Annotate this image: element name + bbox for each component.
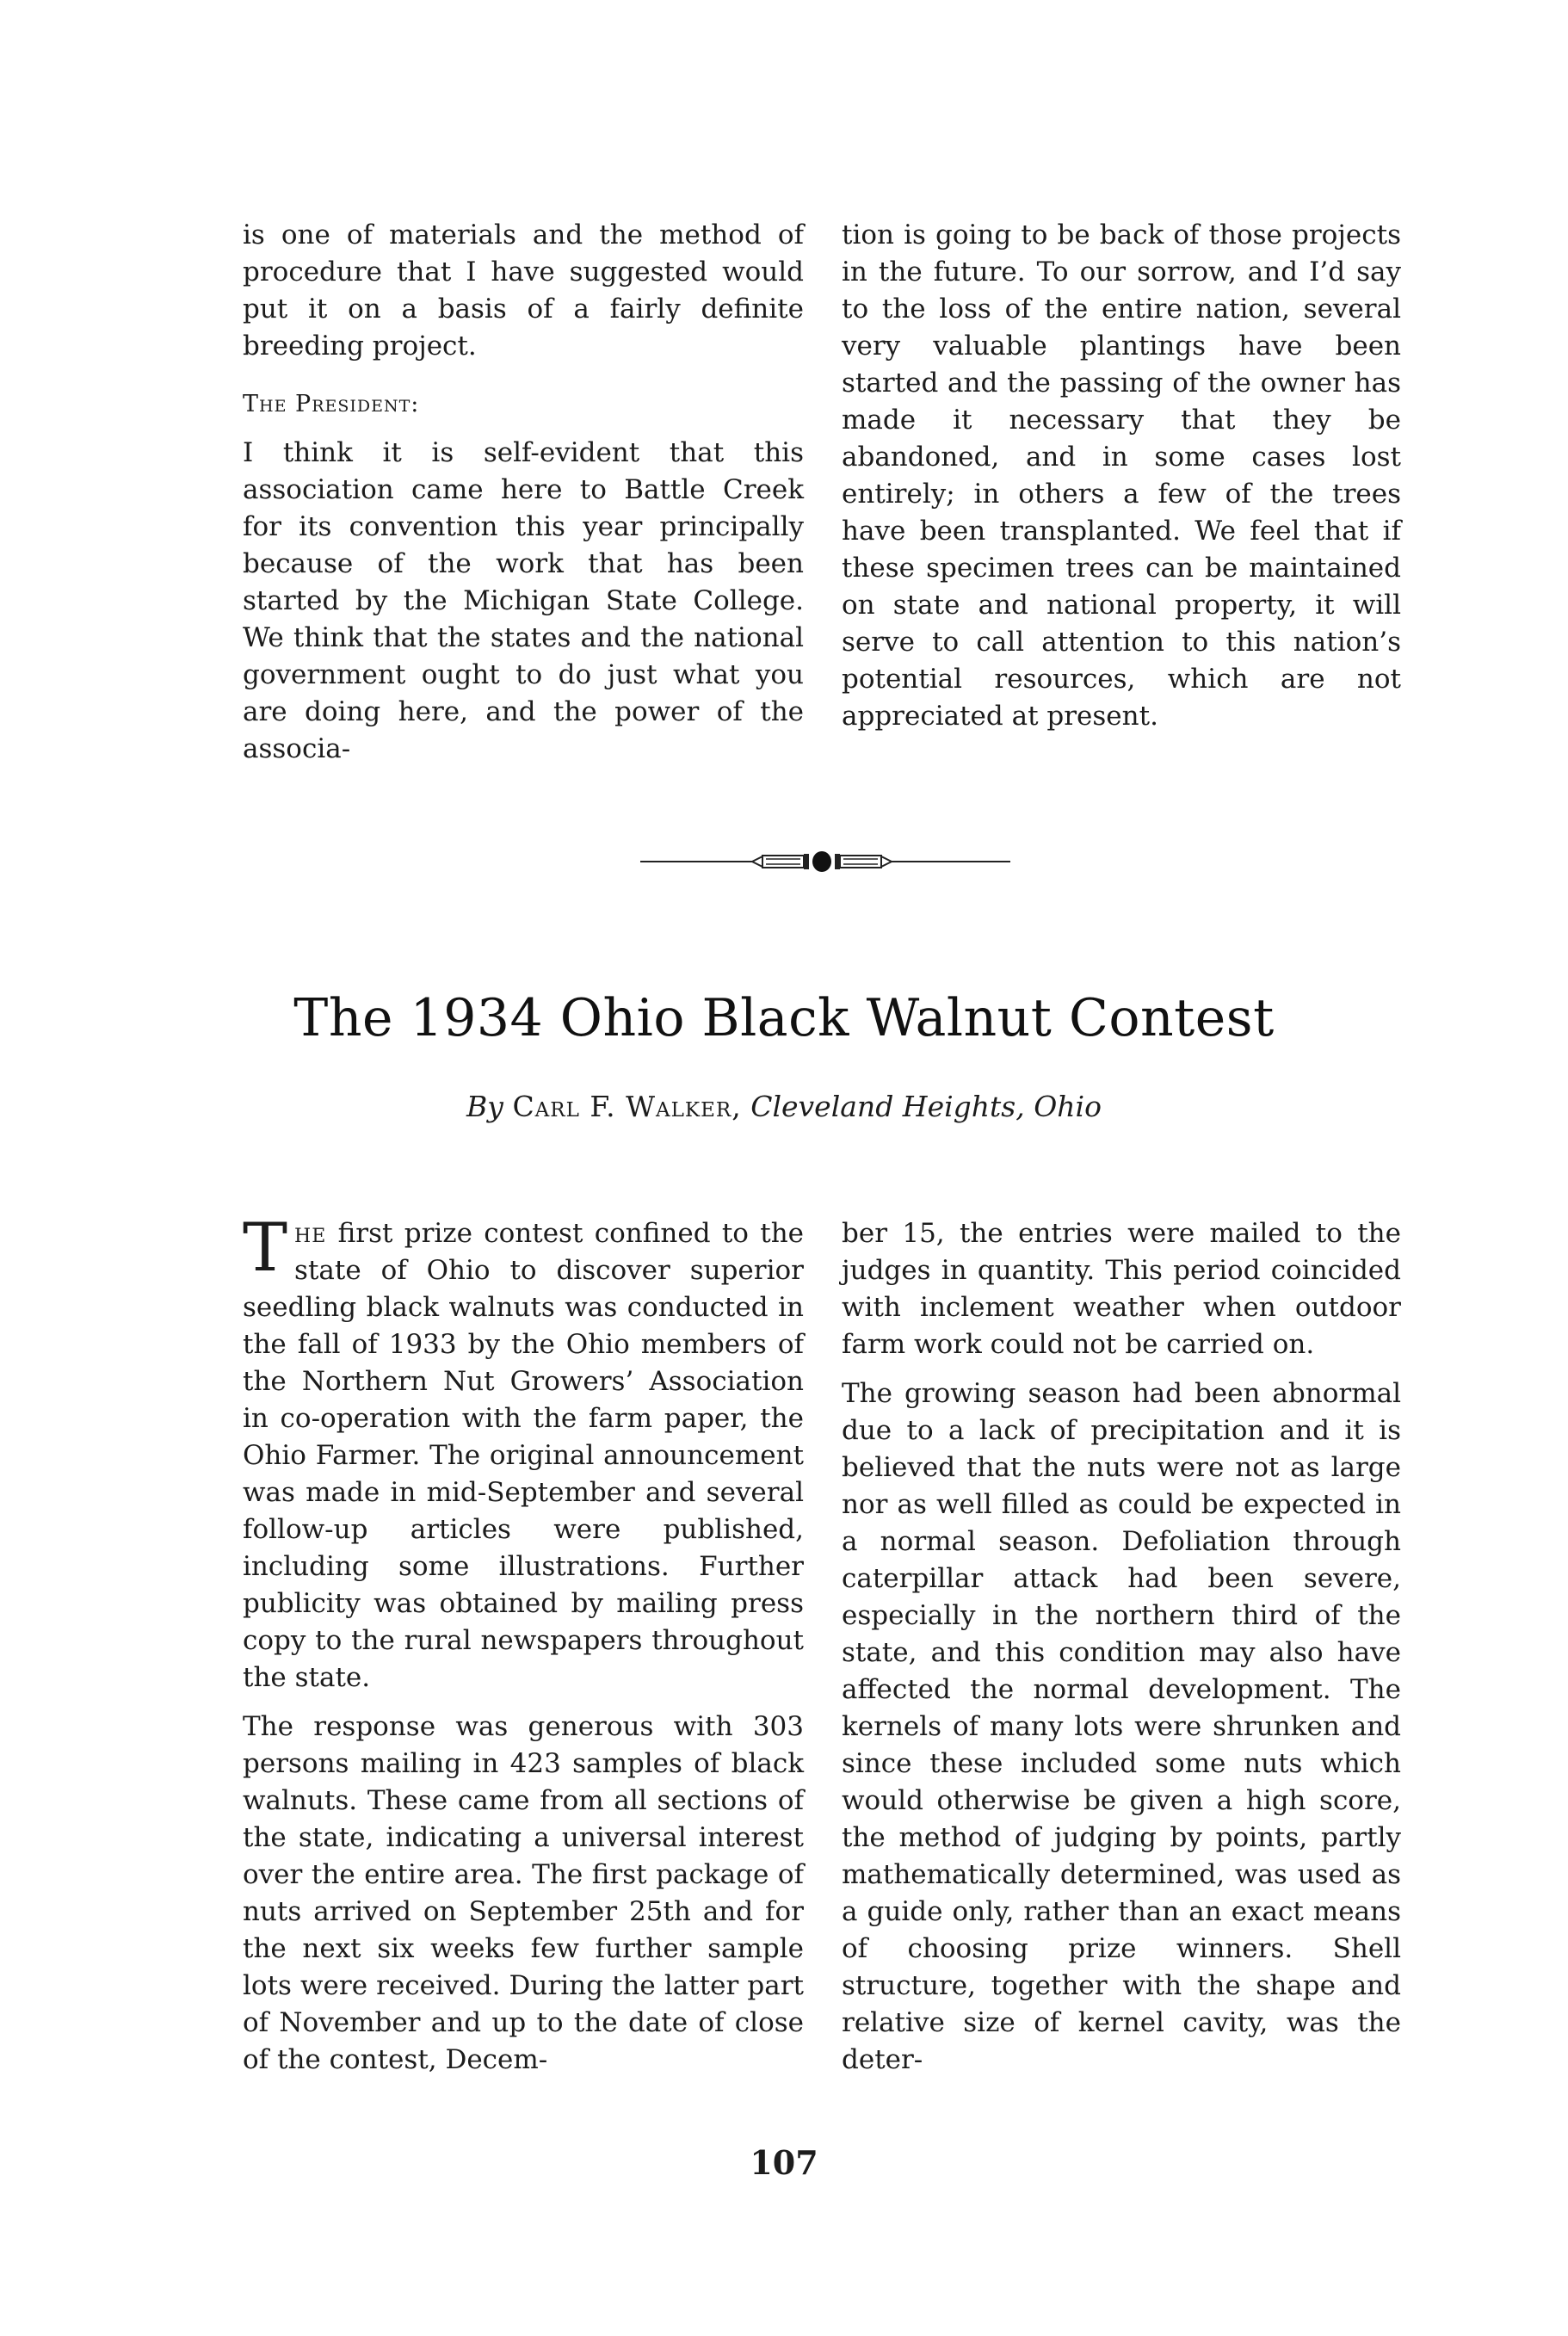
first-word: he (294, 1218, 327, 1249)
byline-author: Carl F. Walker, (512, 1090, 742, 1123)
bottom-left-paragraph-2: The response was generous with 303 persons mailing in 423 samples of black walnuts. These came from all sections of the state, indicating a universal interest over the entire area. The first package of nuts arrived on September 25th and for the next six weeks few further sample lots were received. During the latter part of November and up to the date of close of the contest, Decem- (243, 1711, 804, 2075)
page-number: 107 (750, 2143, 818, 2182)
bottom-left-column (243, 1209, 804, 2079)
bottom-left-paragraph-1 (243, 1209, 804, 1696)
top-right-paragraph-1: tion is going to be back of those projects in the future. To our sorrow, and I’d say to the loss of the entire nation, several very valuable plantings have been started and the passing of the owner has made it necessary that they be abandoned, and in some cases lost entirely; in others a few of the trees have been transplanted. We feel that if these specimen trees can be maintained on state and national property, it will serve to call attention to this nation’s potential resources, which are not appreciated at present. (842, 219, 1401, 732)
top-left-paragraph-2: I think it is self-evident that this association came here to Battle Creek for its convention this year principally because of the work that has been started by the Michigan State College. We think that the states and the national government ought to do just what you are doing here, and the power of the associa- (243, 437, 804, 764)
top-right-column (842, 217, 1401, 735)
byline-by: By (466, 1090, 503, 1123)
section-divider-ornament (640, 849, 1010, 874)
bottom-right-paragraph-2: The growing season had been abnormal due to a lack of precipitation and it is believed that the nuts were not as large nor as well filled as could be expected in a normal season. Defoliation through caterpillar attack had been severe, especially in the northern third of the state, and this condition may also have affected the normal development. The kernels of many lots were shrunken and since these included some nuts which would otherwise be given a high score, the method of judging by points, partly mathematically determined, was used as a guide only, rather than an exact means of choosing prize winners. Shell structure, together with the shape and relative size of kernel cavity, was the deter- (842, 1378, 1401, 2075)
byline-location: Cleveland Heights, Ohio (750, 1090, 1102, 1123)
speaker-label: The President: (243, 391, 420, 417)
bottom-right-column (842, 1215, 1401, 2079)
article-title: The 1934 Ohio Black Walnut Contest (293, 988, 1275, 1048)
top-left-paragraph-1: is one of materials and the method of procedure that I have suggested would put it on a basis of a fairly definite breeding project. (243, 219, 804, 362)
drop-cap: T (243, 1209, 288, 1287)
bottom-right-paragraph-1: ber 15, the entries were mailed to the judges in quantity. This period coincided with inclement weather when outdoor farm work could not be carried on. (842, 1218, 1401, 1360)
article-byline (0, 1088, 1568, 1125)
bottom-left-paragraph-1-text: first prize contest confined to the state of Ohio to discover superior seedling black walnuts was conducted in the fall of 1933 by the Ohio members of the Northern Nut Growers’ Association in co-operation with the farm paper, the Ohio Farmer. The original announcement was made in mid-September and several follow-up articles were published, including some illustrations. Further publicity was obtained by mailing press copy to the rural newspapers throughout the state. (243, 1218, 804, 1693)
top-left-column (243, 217, 804, 768)
